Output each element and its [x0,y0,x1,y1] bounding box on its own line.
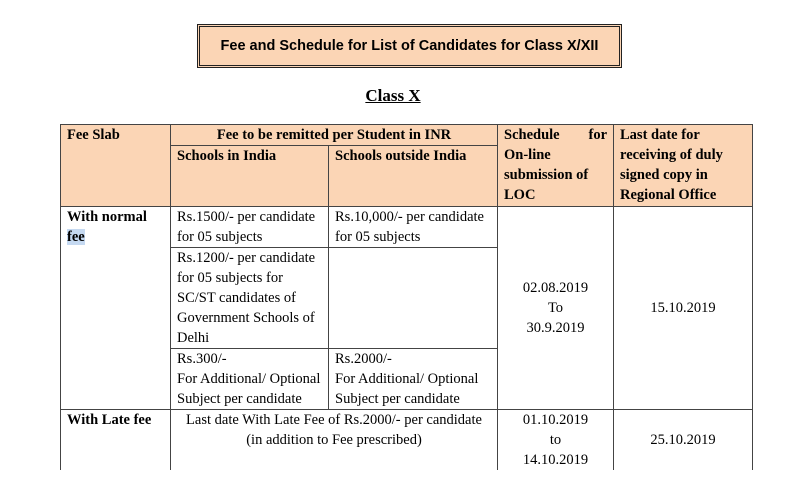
header-row [61,125,753,146]
table-row-normal-1 [61,207,753,248]
schedule-normal-to: To [547,300,564,316]
title-box [197,24,622,68]
fee-slab-normal [61,207,171,410]
class-heading: Class X [365,86,421,105]
outside-fee-additional-amount: Rs.2000/- [335,351,392,367]
page-title: Fee and Schedule for List of Candidates for Class X/XII [220,38,599,54]
fee-slab-normal-b: fee [67,229,85,245]
india-fee-additional-desc: For Additional/ Optional Subject per candidate [177,371,321,407]
outside-fee-regular: Rs.10,000/- per candidate for 05 subjects [329,207,498,248]
schedule-normal [498,207,614,410]
schedule-late-end: 14.10.2019 [522,452,589,468]
late-fee-desc [171,410,498,471]
header-schools-india: Schools in India [171,146,329,207]
last-date-late: 25.10.2019 [614,410,753,471]
outside-fee-scst [329,248,498,349]
india-fee-regular: Rs.1500/- per candidate for 05 subjects [171,207,329,248]
fee-slab-late: With Late fee [61,410,171,471]
fee-slab-normal-a: With normal [67,209,147,225]
header-fee-slab: Fee Slab [61,125,171,207]
schedule-late [498,410,614,471]
header-fee-remitted: Fee to be remitted per Student in INR [171,125,498,146]
fee-table [60,124,753,470]
schedule-normal-from: 02.08.2019 [522,280,589,296]
header-schedule-word: Schedule [504,127,560,143]
table-row-late [61,410,753,471]
india-fee-additional [171,349,329,410]
schedule-normal-end: 30.9.2019 [526,320,585,336]
late-fee-line-2: (in addition to Fee prescribed) [246,432,422,448]
header-schools-outside: Schools outside India [329,146,498,207]
schedule-late-to: to [549,432,562,448]
header-schedule [498,125,614,207]
outside-fee-additional-desc: For Additional/ Optional Subject per candidate [335,371,479,407]
india-fee-additional-amount: Rs.300/- [177,351,227,367]
header-schedule-for: for [588,127,608,143]
header-schedule-rest: On-line submission of LOC [504,147,589,203]
schedule-late-from: 01.10.2019 [522,412,589,428]
india-fee-scst: Rs.1200/- per candidate for 05 subjects for SC/ST candidates of Government Schools of Delhi [171,248,329,349]
outside-fee-additional [329,349,498,410]
last-date-normal: 15.10.2019 [614,207,753,410]
header-last-date: Last date for receiving of duly signed copy in Regional Office [614,125,753,207]
late-fee-line-1: Last date With Late Fee of Rs.2000/- per candidate [186,412,482,428]
